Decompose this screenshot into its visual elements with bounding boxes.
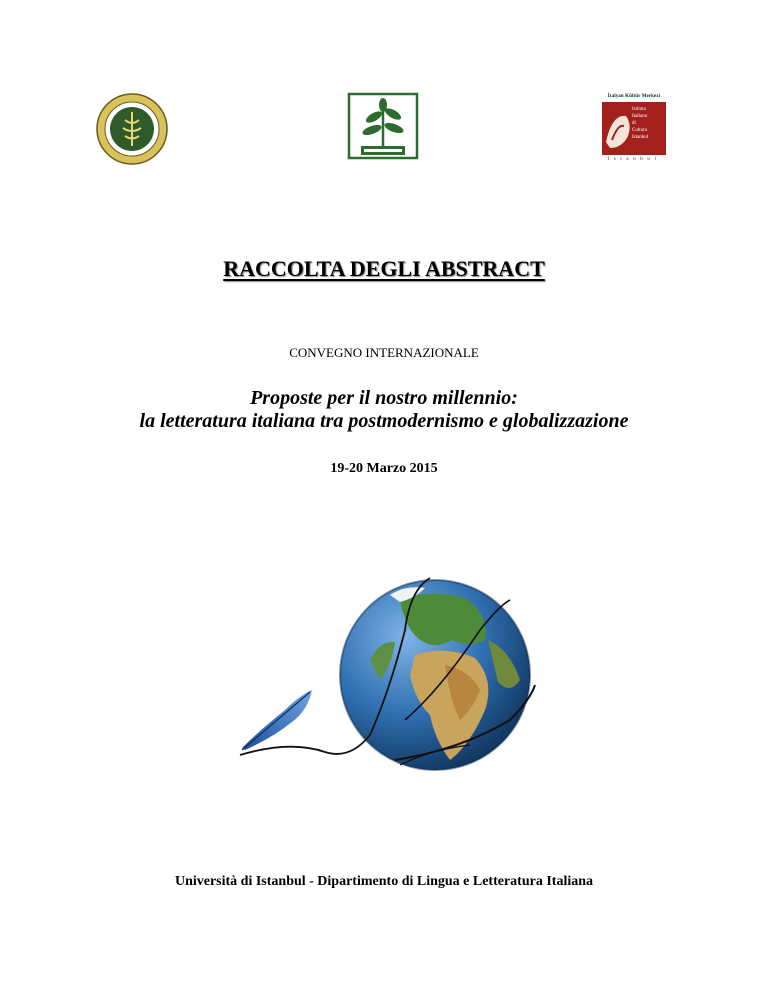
- globe-with-quill-icon: [230, 570, 560, 780]
- page-footer: Università di Istanbul - Dipartimento di Lingua e Letteratura Italiana: [174, 874, 594, 889]
- olive-branch-icon: [347, 92, 419, 160]
- conference-kicker: CONVEGNO INTERNAZIONALE: [289, 345, 479, 360]
- iic-caption: İtalyan Kültür Merkezi: [607, 94, 661, 99]
- globe-illustration: [230, 570, 560, 780]
- iic-line: Istanbul: [632, 135, 649, 140]
- subtitle-line-2: la letteratura italiana tra postmodernismo e globalizzazione: [139, 410, 629, 432]
- conference-date: 19-20 Marzo 2015: [330, 461, 438, 476]
- iic-line: Istituto: [632, 107, 647, 112]
- university-seal-logo: [95, 92, 169, 166]
- university-seal-icon: [95, 92, 169, 166]
- conference-subtitle: [0, 387, 768, 433]
- iic-city: Istanbul: [607, 157, 661, 162]
- iic-name-lines: [632, 106, 666, 141]
- iic-line: di: [632, 121, 636, 126]
- page-title: RACCOLTA DEGLI ABSTRACT: [223, 256, 545, 281]
- iic-line: Cultura: [632, 128, 647, 133]
- iic-line: Italiano: [632, 114, 648, 119]
- subtitle-line-1: Proposte per il nostro millennio:: [250, 387, 518, 409]
- department-logo: [347, 92, 419, 160]
